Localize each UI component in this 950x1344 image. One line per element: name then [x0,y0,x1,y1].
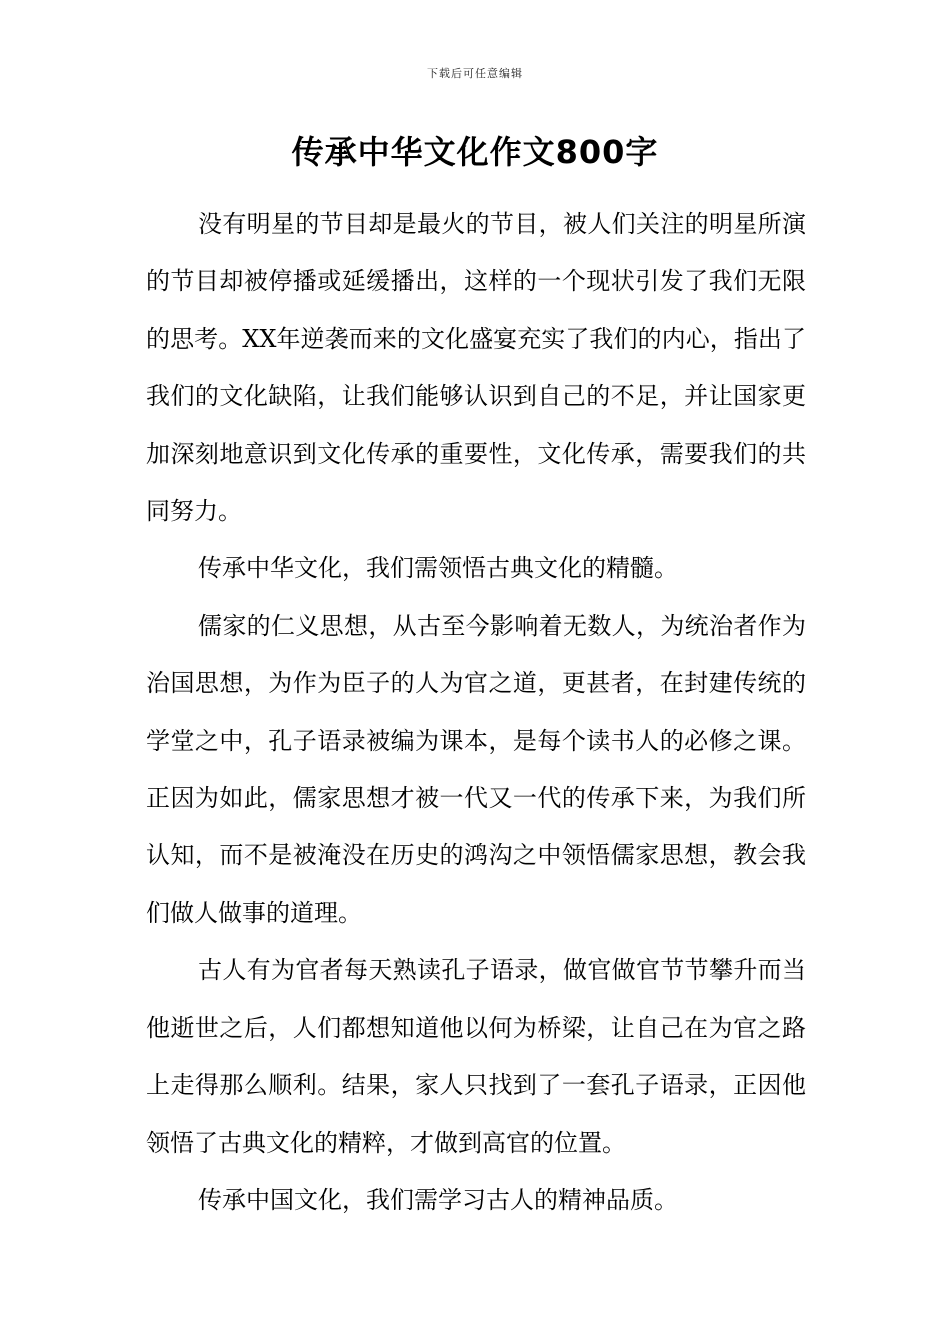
paragraph-5: 传承中国文化，我们需学习古人的精神品质。 [198,1185,678,1214]
header-note: 下载后可任意编辑 [427,67,523,80]
paragraph-3: 儒家的仁义思想，从古至今影响着无数人，为统治者作为治国思想，为作为臣子的人为官之道，更甚者，在封建传统的学堂之中，孔子语录被编为课本，是每个读书人的必修之课。正因为如此，儒家思想才被一代又一代的传承下来，为我们所认知，而不是被淹没在历史的鸿沟之中领悟儒家思想，教会我们做人做事的道理。 [146,611,806,927]
document-body [146,196,806,1229]
document-title: 传承中华文化作文800字 [291,133,659,171]
paragraph-1: 没有明星的节目却是最火的节目，被人们关注的明星所演的节目却被停播或延缓播出，这样的一个现状引发了我们无限的思考。XX年逆袭而来的文化盛宴充实了我们的内心，指出了我们的文化缺陷，让我们能够认识到自己的不足，并让国家更加深刻地意识到文化传承的重要性，文化传承，需要我们的共同努力。 [146,210,806,526]
paragraph-4: 古人有为官者每天熟读孔子语录，做官做官节节攀升而当他逝世之后，人们都想知道他以何为桥梁，让自己在为官之路上走得那么顺利。结果，家人只找到了一套孔子语录，正因他领悟了古典文化的精粹，才做到高官的位置。 [146,956,806,1157]
paragraph-2: 传承中华文化，我们需领悟古典文化的精髓。 [198,554,678,583]
